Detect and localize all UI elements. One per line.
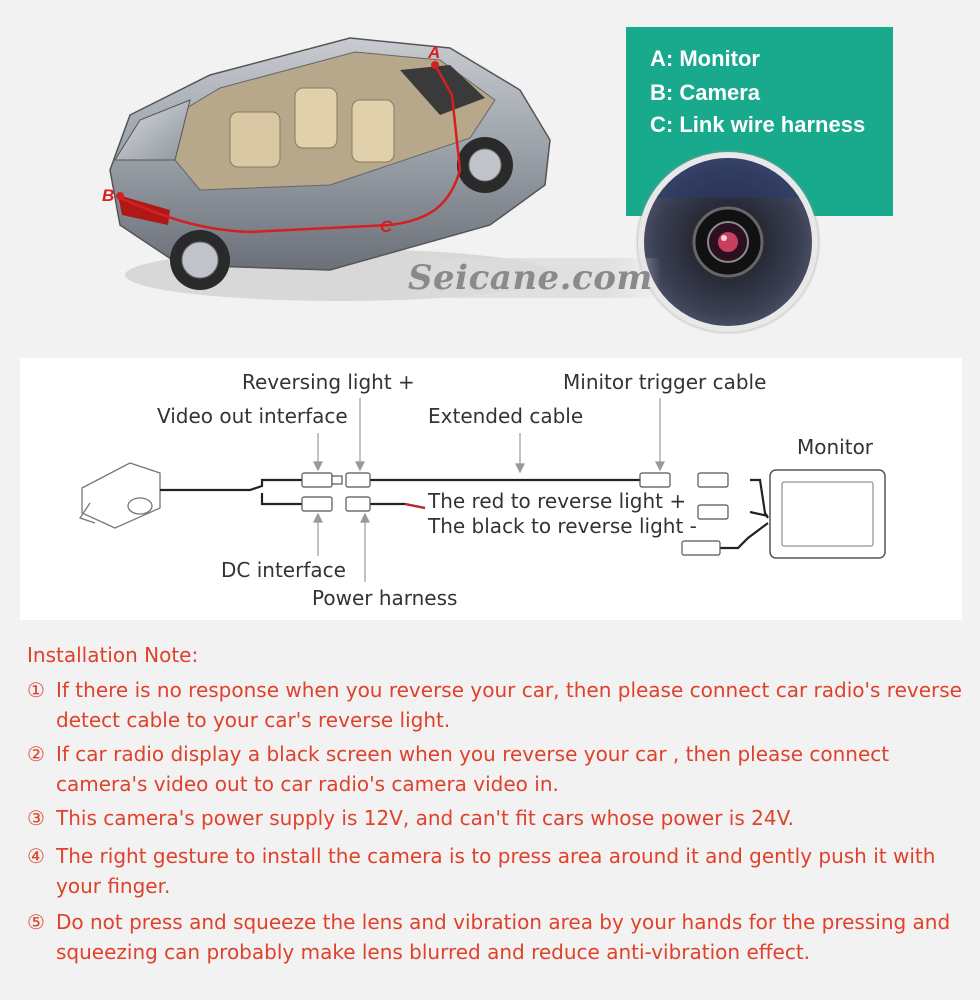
power-connector (346, 497, 370, 511)
marker-b: B (102, 186, 115, 205)
marker-a: A (428, 43, 441, 62)
reversing-connector (346, 473, 370, 487)
monitor-power-connector (682, 541, 720, 555)
front-rim (469, 149, 501, 181)
lens-icon (644, 158, 812, 326)
label-monitor: Monitor (797, 435, 874, 459)
label-extended-cable: Extended cable (428, 404, 584, 428)
label-dc-interface: DC interface (221, 558, 346, 582)
front-seat-left (295, 88, 337, 148)
note-number: ① (27, 678, 45, 702)
note-text: The right gesture to install the camera is to press area around it and gently push it with your finger. (56, 844, 936, 898)
legend-monitor: A: Monitor (650, 46, 760, 71)
watermark: Seicane.com (400, 258, 661, 298)
note-number: ⑤ (27, 910, 45, 934)
label-black-wire: The black to reverse light - (428, 514, 697, 538)
video-out-connector (302, 473, 332, 487)
notes-title: Installation Note: (27, 643, 199, 667)
label-power-harness: Power harness (312, 586, 458, 610)
note-number: ④ (27, 844, 45, 868)
trigger-connector (640, 473, 670, 487)
label-reversing-light: Reversing light + (242, 370, 415, 394)
front-seat-right (352, 100, 394, 162)
note-item-4 (27, 841, 966, 901)
note-item-5 (27, 907, 966, 967)
note-item-1 (27, 675, 966, 735)
dc-connector (302, 497, 332, 511)
marker-b-dot (116, 192, 124, 200)
monitor-trigger-connector (698, 505, 728, 519)
rear-rim (182, 242, 218, 278)
note-number: ② (27, 742, 45, 766)
marker-a-dot (431, 61, 439, 69)
label-monitor-trigger: Minitor trigger cable (563, 370, 767, 394)
camera-lens-closeup (638, 152, 818, 332)
camera-cable (160, 480, 302, 490)
label-red-wire: The red to reverse light + (428, 489, 687, 513)
note-text: If there is no response when you reverse your car, then please connect car radio's reverse detect cable to your car's reverse light. (56, 678, 962, 732)
video-out-tip (332, 476, 342, 484)
red-wire (405, 504, 425, 508)
monitor-screen (782, 482, 873, 546)
label-video-out: Video out interface (157, 404, 348, 428)
monitor-video-connector (698, 473, 728, 487)
rear-seat (230, 112, 280, 167)
note-text: Do not press and squeeze the lens and vibration area by your hands for the pressing and squeezing can probably make lens blurred and reduce anti-vibration effect. (56, 910, 951, 964)
note-number: ③ (27, 806, 45, 830)
note-item-2 (27, 739, 966, 799)
marker-c: C (380, 217, 393, 236)
note-text: This camera's power supply is 12V, and can't fit cars whose power is 24V. (56, 806, 795, 830)
note-text: If car radio display a black screen when you reverse your car , then please connect camera's video out to car radio's camera video in. (56, 742, 890, 796)
monitor-cable-bottom (720, 523, 768, 548)
wiring-diagram (20, 358, 962, 620)
legend-wire-harness: C: Link wire harness (650, 112, 866, 137)
camera-cable-branch (262, 493, 302, 504)
legend-camera: B: Camera (650, 80, 761, 105)
note-item-3 (27, 803, 966, 833)
camera-icon (82, 463, 160, 528)
